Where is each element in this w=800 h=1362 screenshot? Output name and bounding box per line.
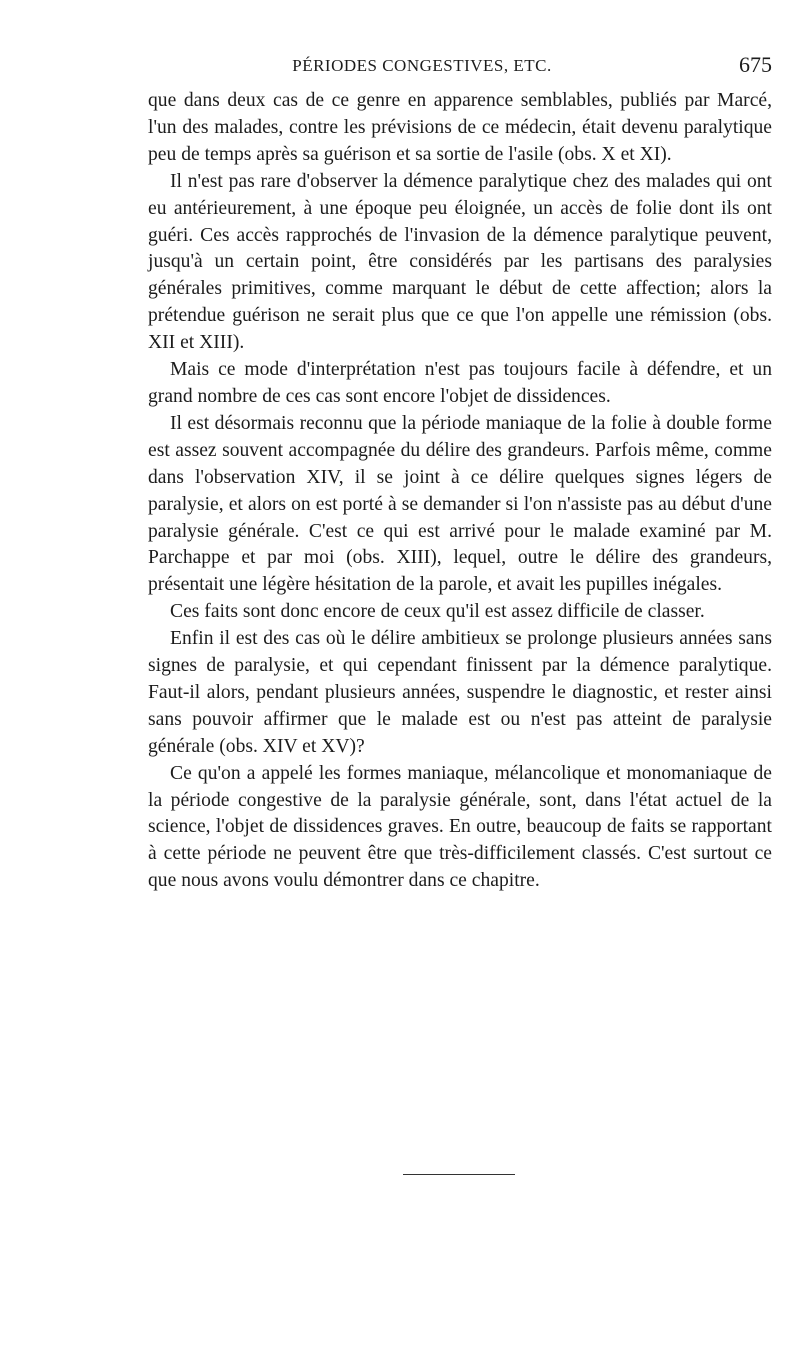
- running-head: [148, 50, 772, 80]
- paragraph-7: Ce qu'on a appelé les formes maniaque, mélancolique et monomaniaque de la période congestive de la paralysie générale, sont, dans l'état actuel de la science, l'objet de dissidences graves. En outre, beaucoup de faits se rapportant à cette période ne peuvent être que très-difficilement classés. C'est surtout ce que nous avons voulu démontrer dans ce chapitre.: [148, 762, 772, 892]
- page-number: 675: [739, 52, 772, 77]
- paragraph-1: que dans deux cas de ce genre en apparence semblables, publiés par Marcé, l'un des malades, contre les prévisions de ce médecin, était devenu paralytique peu de temps après sa guérison et sa sortie de l'asile (obs. X et XI).: [148, 90, 772, 165]
- chapter-end-rule: [403, 1174, 515, 1175]
- paragraph-2: Il n'est pas rare d'observer la démence paralytique chez des malades qui ont eu antérieurement, à une époque peu éloignée, un accès de folie dont ils ont guéri. Ces accès rapprochés de l'invasion de la démence paralytique peuvent, jusqu'à un certain point, être considérés par les partisans des paralysies générales primitives, comme marquant le début de cette affection; alors la prétendue guérison ne serait plus que ce que l'on appelle une rémission (obs. XII et XIII).: [148, 170, 772, 354]
- running-head-title: PÉRIODES CONGESTIVES, ETC.: [292, 56, 552, 75]
- body-text: [148, 88, 772, 895]
- paragraph-3: Mais ce mode d'interprétation n'est pas toujours facile à défendre, et un grand nombre de ces cas sont encore l'objet de dissidences.: [148, 359, 772, 407]
- paragraph-6: Enfin il est des cas où le délire ambitieux se prolonge plusieurs années sans signes de paralysie, et qui cependant finissent par la démence paralytique. Faut-il alors, pendant plusieurs années, suspendre le diagnostic, et rester ainsi sans pouvoir affirmer que le malade est ou n'est pas atteint de paralysie générale (obs. XIV et XV)?: [148, 628, 772, 757]
- paragraph-4: Il est désormais reconnu que la période maniaque de la folie à double forme est assez souvent accompagnée du délire des grandeurs. Parfois même, comme dans l'observation XIV, il se joint à ce délire quelques signes légers de paralysie, et alors on est porté à se demander si l'on n'assiste pas au début d'une paralysie générale. C'est ce qui est arrivé pour le malade examiné par M. Parchappe et par moi (obs. XIII), lequel, outre le délire des grandeurs, présentait une légère hésitation de la parole, et avait les pupilles inégales.: [148, 412, 772, 596]
- paragraph-5: Ces faits sont donc encore de ceux qu'il est assez difficile de classer.: [170, 601, 705, 623]
